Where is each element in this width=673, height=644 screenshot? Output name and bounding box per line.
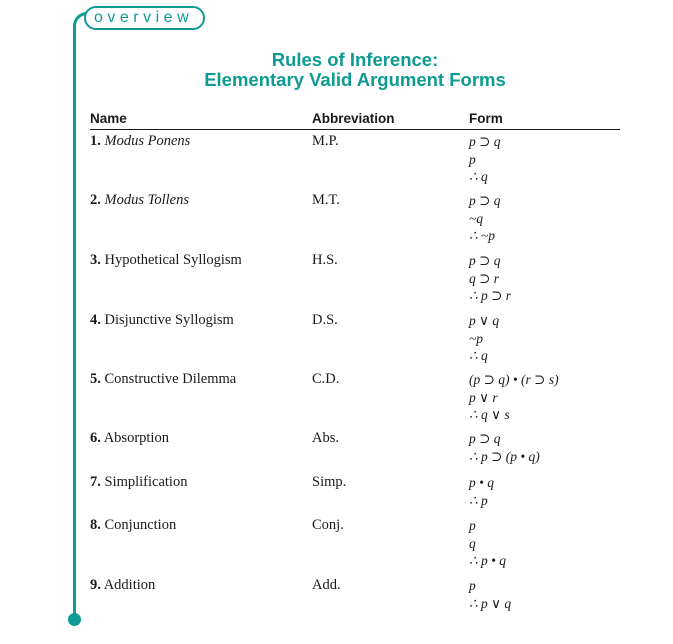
rule-abbreviation: Conj. — [312, 517, 344, 533]
rule-name — [90, 312, 234, 329]
decorative-rail — [73, 24, 76, 620]
rule-name — [90, 133, 190, 150]
rule-form — [469, 312, 499, 365]
rule-number: 1. — [90, 133, 101, 149]
page-title-line-2: Elementary Valid Argument Forms — [204, 69, 506, 90]
rule-name — [90, 371, 236, 388]
header-name: Name — [90, 111, 127, 126]
form-line: q ⊃ r — [469, 270, 500, 286]
form-line: ~p — [469, 330, 484, 346]
form-line: p ∨ r — [469, 389, 498, 405]
rule-abbreviation: M.P. — [312, 133, 339, 149]
rule-form — [469, 252, 511, 305]
rule-number: 3. — [90, 252, 101, 268]
form-line: p ⊃ q — [469, 134, 501, 149]
rule-name — [90, 517, 176, 534]
rule-number: 8. — [90, 517, 101, 533]
overview-badge-label: overview — [94, 9, 194, 26]
rule-number: 5. — [90, 371, 101, 387]
rule-number: 7. — [90, 474, 101, 490]
form-line: ∴ q — [469, 169, 488, 184]
rule-form — [469, 133, 501, 186]
form-line: (p ⊃ q) • (r ⊃ s) — [469, 372, 559, 387]
form-line: ∴ q ∨ s — [469, 407, 510, 422]
form-line: p ⊃ q — [469, 193, 501, 208]
rule-form — [469, 192, 501, 245]
overview-badge — [84, 6, 205, 30]
rule-number: 2. — [90, 192, 101, 208]
rule-name — [90, 192, 189, 209]
rule-abbreviation: Simp. — [312, 474, 347, 490]
rule-abbreviation: H.S. — [312, 252, 338, 268]
table-header — [90, 110, 620, 130]
rail-end-dot — [68, 613, 81, 626]
form-line: p ⊃ q — [469, 253, 501, 268]
form-line: p — [469, 578, 476, 593]
rule-abbreviation: Abs. — [312, 430, 339, 446]
page-title-line-1: Rules of Inference: — [271, 49, 439, 70]
rule-form — [469, 474, 494, 509]
rule-name-label: Modus Tollens — [104, 192, 189, 208]
rule-form — [469, 371, 559, 424]
rule-number: 6. — [90, 430, 101, 446]
header-form: Form — [469, 111, 503, 126]
rule-name-label: Simplification — [104, 474, 188, 490]
rule-name-label: Conjunction — [104, 517, 177, 533]
rules-table — [90, 110, 620, 611]
rule-number: 4. — [90, 312, 101, 328]
rule-name-label: Hypothetical Syllogism — [104, 252, 242, 268]
rule-name — [90, 577, 155, 594]
rule-abbreviation: Add. — [312, 577, 341, 593]
form-line: q — [469, 535, 476, 551]
form-line: ∴ ~p — [469, 228, 496, 243]
form-line: ∴ p — [469, 492, 488, 508]
rule-name-label: Absorption — [103, 430, 169, 446]
form-line: p — [469, 518, 476, 533]
rule-name-label: Addition — [103, 577, 156, 593]
form-line: ∴ p ⊃ r — [469, 288, 512, 303]
form-line: ∴ p ∨ q — [469, 595, 512, 611]
form-line: p • q — [469, 475, 494, 490]
rule-name-label: Disjunctive Syllogism — [104, 312, 234, 328]
page-title — [110, 50, 600, 90]
rule-abbreviation: M.T. — [312, 192, 340, 208]
form-line: p ∨ q — [469, 313, 500, 328]
rule-name — [90, 252, 242, 269]
form-line: ~q — [469, 210, 484, 226]
form-line: ∴ p ⊃ (p • q) — [469, 448, 540, 464]
form-line: p ⊃ q — [469, 431, 501, 446]
rule-abbreviation: D.S. — [312, 312, 338, 328]
rule-number: 9. — [90, 577, 101, 593]
rule-name-label: Modus Ponens — [104, 133, 191, 149]
form-line: ∴ q — [469, 348, 488, 363]
rule-abbreviation: C.D. — [312, 371, 340, 387]
rule-form — [469, 577, 511, 612]
header-abbreviation: Abbreviation — [312, 111, 395, 126]
rule-name-label: Constructive Dilemma — [104, 371, 237, 387]
rule-form — [469, 517, 506, 570]
form-line: p — [469, 151, 476, 167]
form-line: ∴ p • q — [469, 553, 506, 568]
rule-name — [90, 474, 187, 491]
rule-name — [90, 430, 169, 447]
rule-form — [469, 430, 540, 465]
